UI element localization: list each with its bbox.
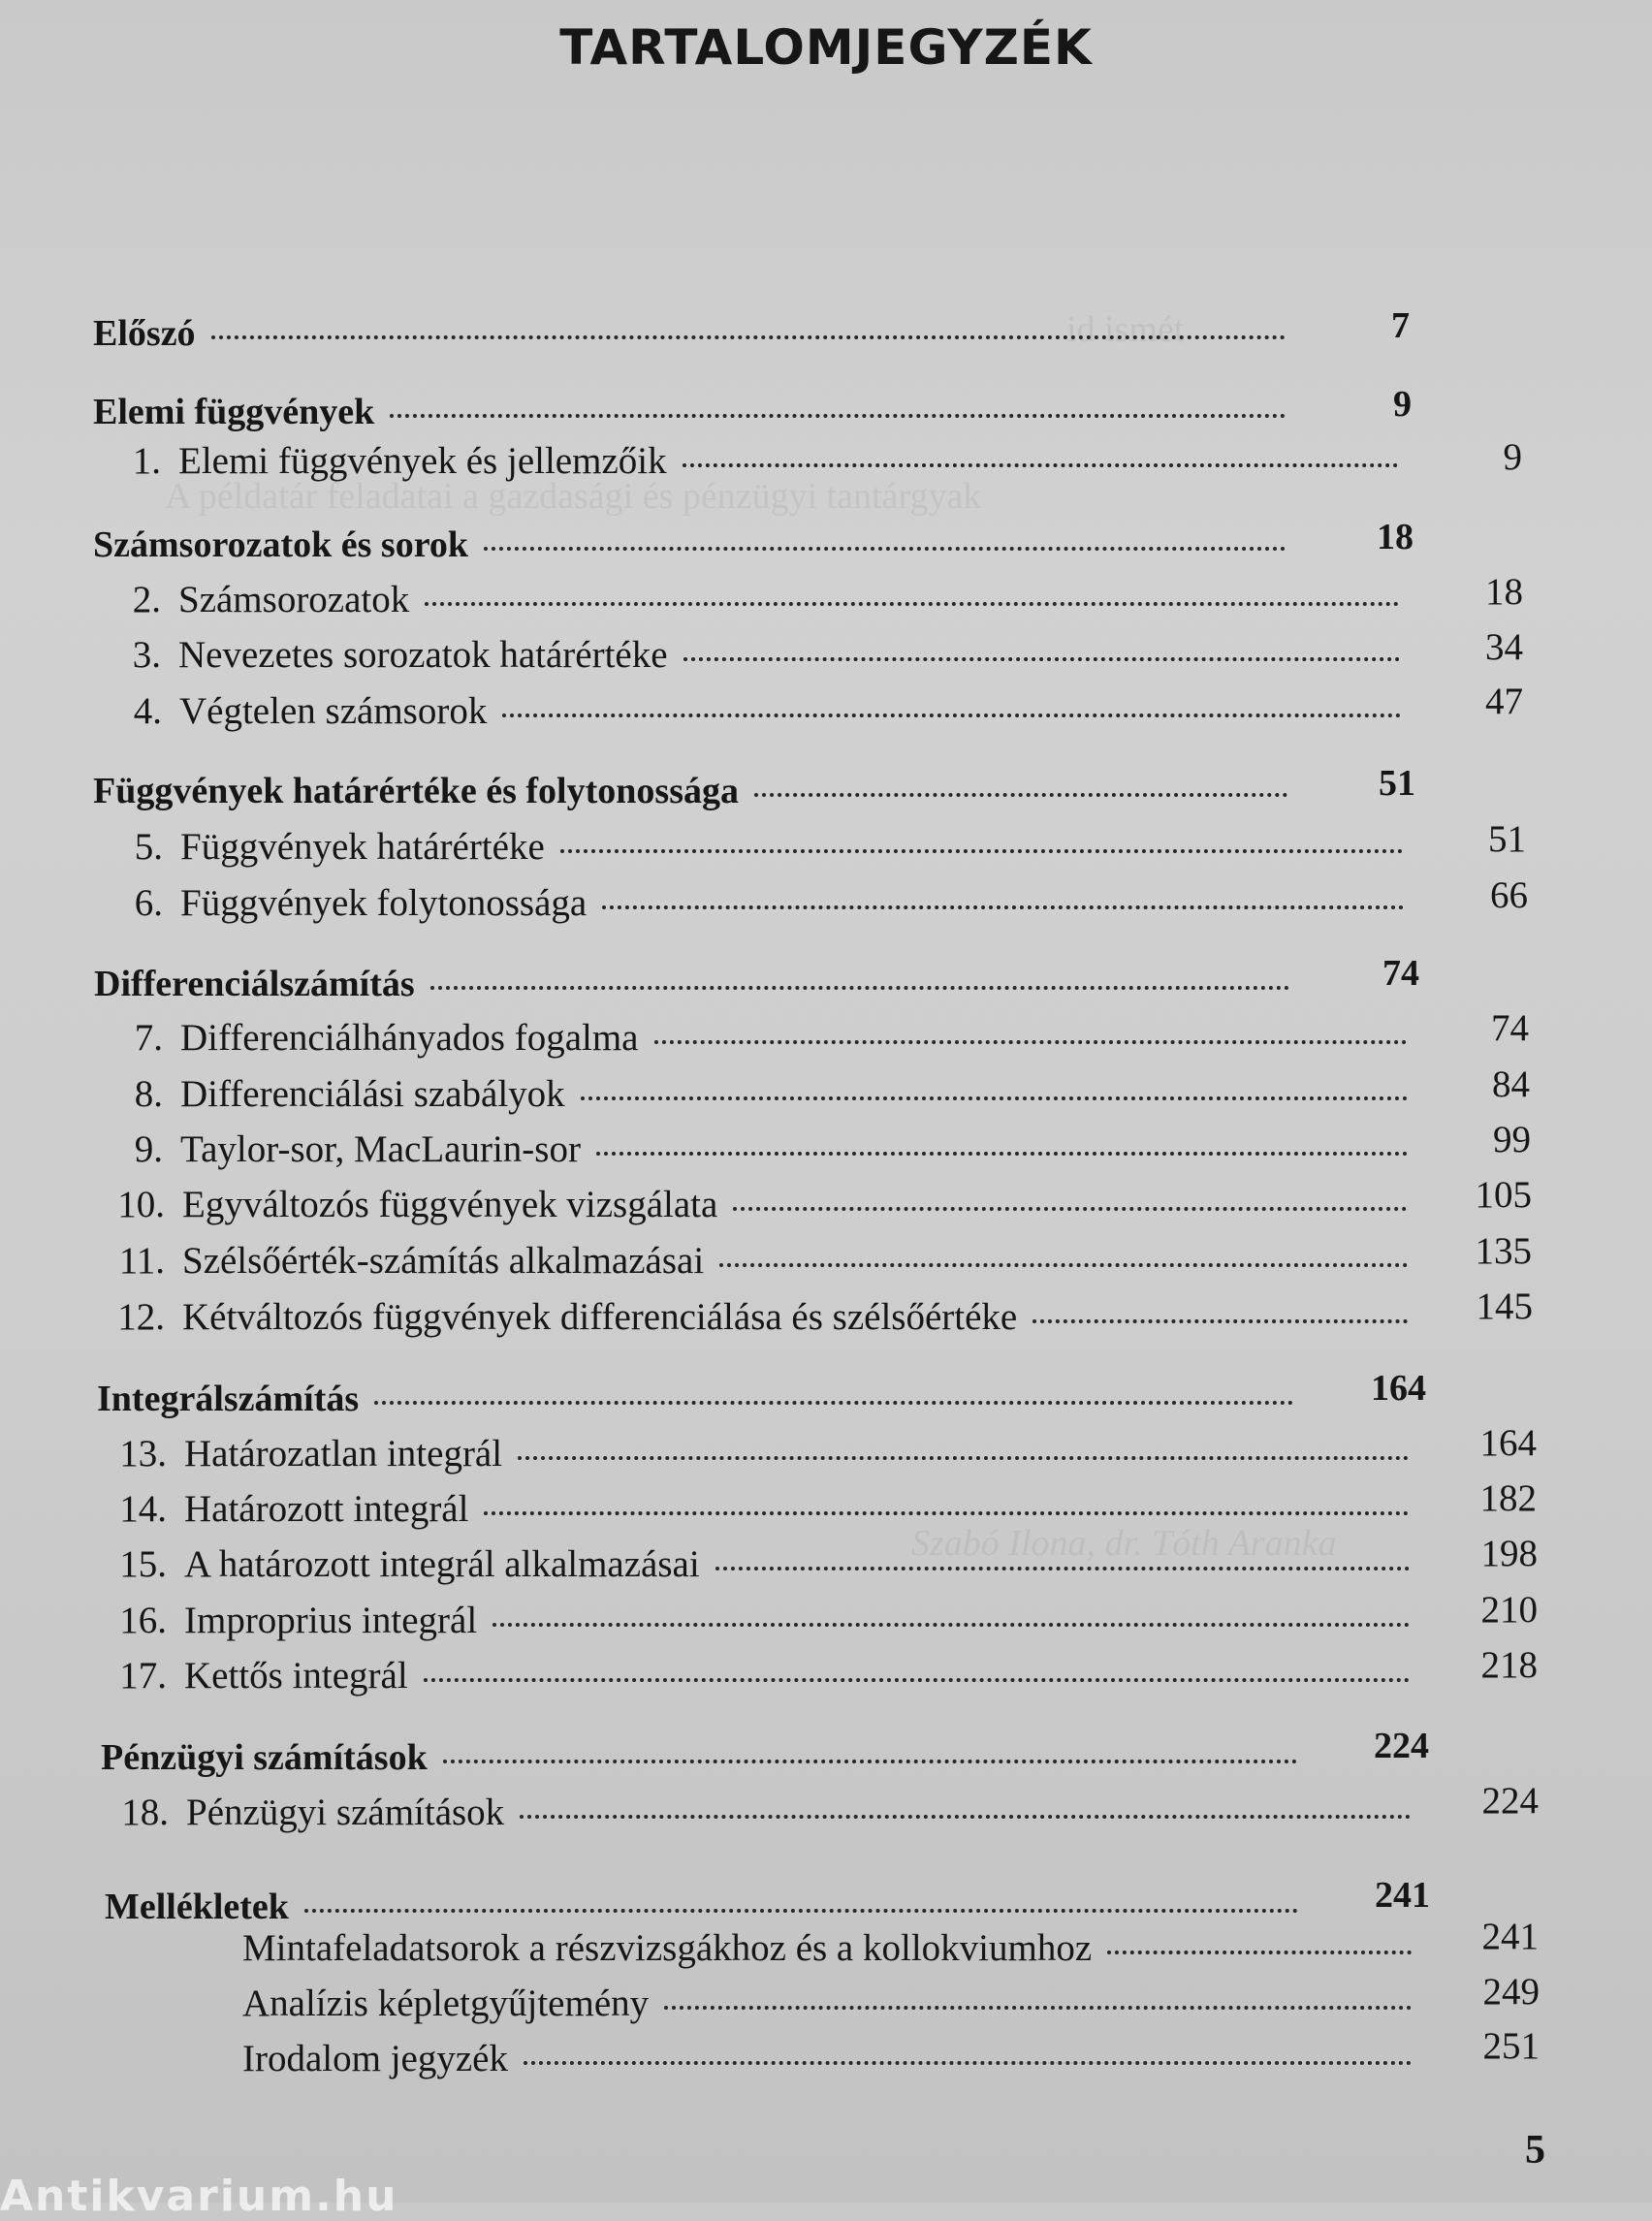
toc-section-label: Függvények határértéke és folytonossága [93,771,739,811]
toc-item-number: 7. [134,1017,163,1059]
toc-item-page: 249 [1482,1971,1540,2013]
toc-item [111,1542,1423,1586]
toc-item [111,1487,1422,1531]
toc-section-page: 9 [1393,384,1412,425]
dot-leader [484,547,1286,551]
toc-item-page: 66 [1490,874,1528,916]
toc-item-label: Nevezetes sorozatok határértéke [178,634,668,676]
toc-item [109,1183,1420,1226]
toc-item-number: 17. [119,1655,167,1697]
toc-item-page: 224 [1481,1780,1539,1822]
toc-section-fuggvenyek-hatarerteke [93,770,1301,812]
toc-item-page: 135 [1475,1230,1532,1272]
toc-item [112,633,1414,677]
toc-item-page: 34 [1485,626,1523,668]
toc-section-label: Differenciálszámítás [94,964,415,1004]
toc-item [113,689,1414,733]
toc-item-number: 12. [117,1296,165,1338]
toc-section-differencialszamitas [94,963,1303,1005]
toc-item-page: 218 [1480,1644,1538,1686]
dot-leader [719,1263,1408,1267]
toc-section-page: 7 [1391,305,1410,346]
dot-leader [304,1909,1298,1913]
dot-leader [1032,1319,1408,1323]
toc-item-page: 18 [1485,571,1523,613]
dot-leader [715,1567,1410,1571]
toc-item [111,1654,1423,1697]
toc-item-page: 74 [1491,1007,1529,1049]
toc-section-label: Integrálszámítás [97,1379,360,1419]
dot-leader [524,2061,1412,2065]
page-title: TARTALOMJEGYZÉK [559,19,1093,76]
bleed-through-text: Szabó Ilona, dr. Tóth Aranka [911,1523,1337,1564]
toc-item-number: 18. [121,1792,169,1833]
toc-item-label: Függvények folytonossága [180,882,588,924]
dot-leader [1107,1951,1412,1954]
toc-item [109,1295,1421,1339]
toc-item-number: 3. [132,634,161,676]
toc-item-number: 1. [132,440,161,482]
dot-leader [683,463,1398,467]
dot-leader [518,1456,1409,1460]
toc-item-label: Kétváltozós függvények differenciálása és szélsőértéke [182,1296,1018,1338]
toc-section-page: 224 [1374,1726,1429,1766]
toc-item-label: Irodalom jegyzék [242,2038,508,2079]
toc-item-number: 15. [119,1543,167,1585]
toc-item-number: 10. [117,1184,165,1225]
toc-section-page: 241 [1375,1875,1430,1916]
dot-leader [560,849,1403,853]
dot-leader [492,1623,1410,1627]
dot-leader [443,1760,1297,1763]
toc-item-page: 84 [1492,1063,1530,1105]
toc-item-number: 8. [134,1073,163,1115]
dot-leader [430,986,1289,990]
toc-item [112,578,1413,621]
toc-item-page: 9 [1503,436,1522,478]
toc-item-label: Egyváltozós függvények vizsgálata [182,1184,718,1225]
dot-leader [581,1096,1408,1100]
toc-item-page: 51 [1488,818,1526,860]
toc-item-number: 16. [119,1600,167,1641]
dot-leader [484,1511,1409,1515]
toc-section-integralszamitas [97,1378,1307,1420]
toc-item-label: Végtelen számsorok [179,690,488,732]
toc-item [114,881,1417,925]
toc-item-page: 251 [1482,2025,1540,2067]
toc-section-label: Elemi függvények [93,392,375,432]
bleed-through-text: id ismét [1066,309,1185,350]
dot-leader [664,2006,1412,2010]
toc-section-label: Számsorozatok és sorok [93,524,469,565]
toc-item-label: A határozott integrál alkalmazásai [184,1543,700,1585]
toc-item-label: Taylor-sor, MacLaurin-sor [180,1128,581,1170]
toc-section-page: 18 [1377,517,1414,557]
toc-item-number: 13. [119,1433,167,1475]
toc-item-label: Differenciálási szabályok [180,1073,565,1115]
toc-section-mellekletek [105,1886,1312,1928]
dot-leader [683,657,1400,661]
toc-item-page: 105 [1475,1174,1532,1216]
toc-item [111,1432,1422,1475]
dot-leader [754,793,1287,797]
toc-item [114,1072,1421,1116]
toc-item [242,2037,1425,2080]
toc-item [112,439,1412,483]
toc-section-penzugyi-szamitasok [101,1736,1311,1779]
toc-section-label: Mellékletek [105,1887,289,1927]
toc-item-label: Számsorozatok [178,579,410,620]
toc-section-page: 51 [1379,763,1415,804]
toc-section-label: Előszó [93,313,196,354]
toc-item-page: 241 [1481,1916,1539,1957]
toc-item-label: Kettős integrál [184,1655,408,1697]
toc-item [114,1016,1420,1060]
toc-item-page: 164 [1479,1422,1537,1464]
toc-item-page: 47 [1485,681,1523,722]
toc-item-number: 2. [132,579,161,620]
toc-item-number: 6. [134,882,163,924]
toc-section-szamsorozatok-es-sorok [93,524,1299,566]
toc-item-label: Mintafeladatsorok a részvizsgákhoz és a kollokviumhoz [242,1927,1093,1969]
toc-section-page: 74 [1382,953,1419,994]
watermark: Antikvarium.hu [0,2172,398,2221]
toc-item-label: Határozott integrál [184,1488,469,1530]
dot-leader [425,602,1399,606]
dot-leader [211,335,1286,339]
dot-leader [733,1207,1407,1211]
bleed-through-text: A példatár feladatai a gazdasági és pénzügyi tantárgyak [165,476,982,517]
toc-item [114,825,1416,869]
toc-item-label: Analízis képletgyűjtemény [242,1983,650,2024]
toc-section-elemi-fuggvenyek [93,391,1299,433]
toc-item-label: Szélsőérték-számítás alkalmazásai [182,1240,705,1282]
dot-leader [374,1401,1293,1405]
dot-leader [390,414,1286,418]
dot-leader [596,1152,1408,1156]
dot-leader [424,1678,1410,1682]
toc-item-number: 14. [119,1488,167,1530]
dot-leader [520,1815,1411,1819]
toc-item-label: Függvények határértéke [180,826,545,868]
toc-item-label: Improprius integrál [184,1600,478,1641]
toc-item-number: 4. [133,690,162,732]
dot-leader [654,1040,1408,1044]
toc-item-page: 99 [1493,1119,1531,1160]
toc-section-eloszo [93,312,1299,355]
toc-item [109,1239,1421,1283]
toc-item-page: 182 [1479,1477,1537,1519]
toc-item-number: 11. [118,1240,165,1282]
toc-item [242,1926,1425,1970]
toc-item-label: Pénzügyi számítások [186,1792,505,1833]
dot-leader [502,714,1401,717]
page-number: 5 [1525,2128,1545,2173]
toc-item-number: 9. [134,1128,163,1170]
toc-item [111,1599,1423,1642]
toc-item [114,1127,1421,1171]
toc-item-label: Határozatlan integrál [184,1433,503,1475]
toc-item [112,1791,1424,1834]
toc-item-label: Elemi függvények és jellemzőik [178,440,667,482]
toc-section-page: 164 [1371,1368,1426,1409]
toc-section-label: Pénzügyi számítások [101,1737,428,1778]
toc-item-page: 198 [1480,1533,1538,1574]
toc-item-page: 210 [1480,1589,1538,1631]
toc-item-number: 5. [134,826,163,868]
toc-item-page: 145 [1476,1285,1533,1327]
toc-item [242,1982,1425,2025]
toc-item-label: Differenciálhányados fogalma [180,1017,639,1059]
dot-leader [602,905,1404,909]
